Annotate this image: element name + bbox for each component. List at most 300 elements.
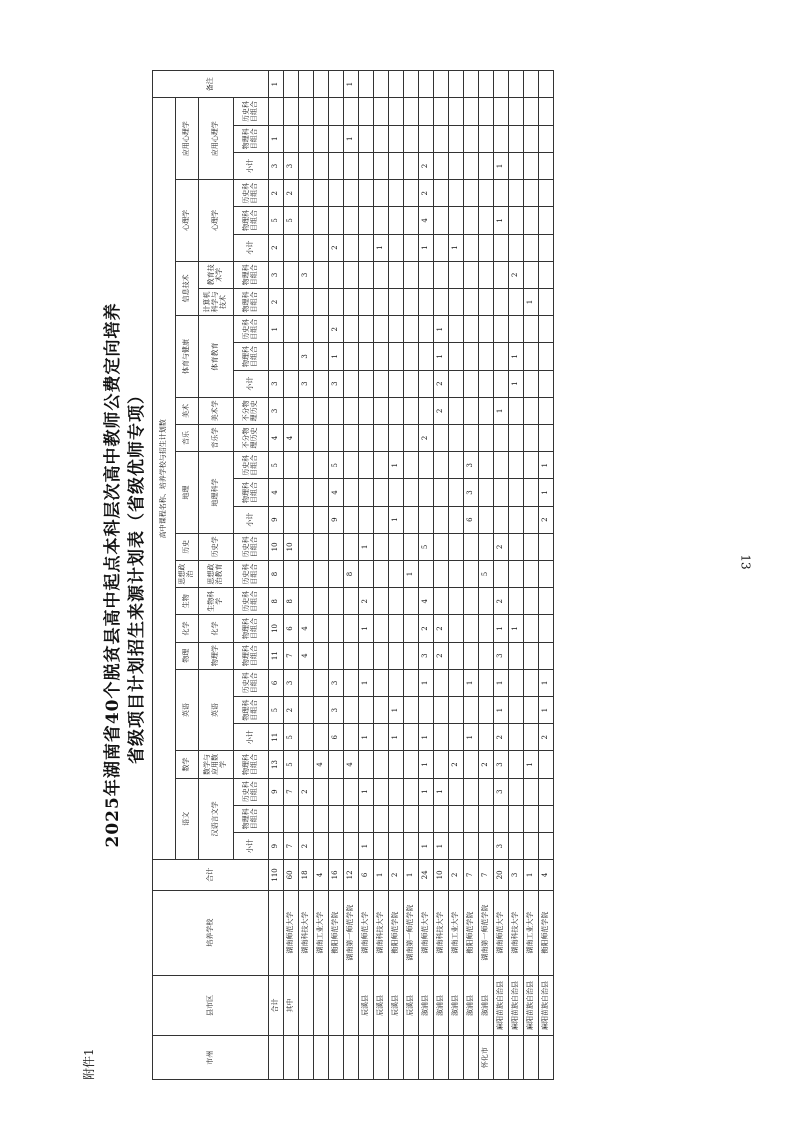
- cell-county: 辰溪县: [404, 975, 419, 1036]
- cell-value: [479, 370, 494, 397]
- cell-value: [329, 288, 344, 315]
- cell-value: [419, 125, 434, 152]
- cell-school: 湖南师范大学: [419, 890, 434, 975]
- table-row: [464, 71, 479, 1080]
- cell-value: [479, 533, 494, 560]
- cell-value: [329, 125, 344, 152]
- cell-value: [449, 370, 464, 397]
- major-politics: 思想政治教育: [199, 560, 234, 587]
- cell-value: [509, 316, 524, 343]
- cell-value: [419, 479, 434, 506]
- cell-value: [434, 261, 449, 288]
- table-row: [359, 71, 374, 1080]
- cell-value: [419, 452, 434, 479]
- cell-value: [314, 180, 329, 207]
- cell-value: 1: [464, 669, 479, 696]
- cell-value: [299, 724, 314, 751]
- cell-remark: [299, 71, 314, 98]
- cell-value: [449, 506, 464, 533]
- cell-value: [284, 316, 299, 343]
- cell-remark: [434, 71, 449, 98]
- cell-value: 10: [284, 533, 299, 560]
- sub-header-26: 物理科目组合: [234, 125, 269, 152]
- cell-value: [449, 560, 464, 587]
- cell-value: [389, 669, 404, 696]
- cell-value: [524, 180, 539, 207]
- cell-value: [299, 397, 314, 424]
- cell-school: 衡阳师范学院: [464, 890, 479, 975]
- cell-value: [314, 98, 329, 125]
- cell-value: [449, 479, 464, 506]
- cell-value: 5: [479, 560, 494, 587]
- cell-value: [449, 588, 464, 615]
- cell-value: 3: [269, 397, 284, 424]
- cell-county: 溆浦县: [419, 975, 434, 1036]
- cell-value: [524, 370, 539, 397]
- cell-value: [494, 506, 509, 533]
- cell-value: [419, 343, 434, 370]
- sub-header-9: 历史科目组合: [234, 588, 269, 615]
- cell-value: [524, 98, 539, 125]
- cell-value: 1: [344, 125, 359, 152]
- cell-value: [359, 696, 374, 723]
- cell-value: [344, 832, 359, 859]
- cell-value: [314, 778, 329, 805]
- cell-value: [464, 832, 479, 859]
- sub-header-22: 小计: [234, 234, 269, 261]
- cell-value: 6: [269, 669, 284, 696]
- cell-value: [434, 588, 449, 615]
- sub-header-18: 物理科目组合: [234, 343, 269, 370]
- cell-value: [524, 778, 539, 805]
- cell-value: [299, 316, 314, 343]
- cell-value: [464, 397, 479, 424]
- cell-value: [434, 751, 449, 778]
- cell-value: 4: [314, 751, 329, 778]
- cell-value: [479, 642, 494, 669]
- cell-value: [509, 560, 524, 587]
- cell-value: 3: [284, 152, 299, 179]
- cell-value: [479, 288, 494, 315]
- cell-value: [524, 615, 539, 642]
- cell-value: [314, 642, 329, 669]
- sub-header-15: 不分物理历史: [234, 424, 269, 451]
- cell-value: 7: [284, 642, 299, 669]
- cell-value: 1: [389, 696, 404, 723]
- cell-value: [329, 533, 344, 560]
- cell-value: 7: [284, 832, 299, 859]
- cell-value: [524, 479, 539, 506]
- cell-value: [449, 316, 464, 343]
- cell-value: [314, 370, 329, 397]
- cell-city: [344, 1036, 359, 1080]
- table-row: [449, 71, 464, 1080]
- cell-value: [449, 343, 464, 370]
- cell-value: [509, 288, 524, 315]
- cell-value: 1: [494, 152, 509, 179]
- cell-value: [374, 316, 389, 343]
- cell-value: [539, 778, 554, 805]
- cell-value: [494, 343, 509, 370]
- cell-value: [269, 343, 284, 370]
- cell-city: [524, 1036, 539, 1080]
- cell-value: [539, 397, 554, 424]
- major-psychology: 心理学: [199, 180, 234, 262]
- cell-value: [299, 751, 314, 778]
- cell-value: [524, 424, 539, 451]
- cell-value: [374, 261, 389, 288]
- cell-value: [479, 805, 494, 832]
- cell-school: 湖南第一师范学院: [344, 890, 359, 975]
- cell-value: [449, 261, 464, 288]
- cell-value: [284, 506, 299, 533]
- cell-value: [359, 152, 374, 179]
- cell-county: [329, 975, 344, 1036]
- table-row: [374, 71, 389, 1080]
- cell-value: [314, 615, 329, 642]
- cell-value: [434, 125, 449, 152]
- cell-value: 9: [329, 506, 344, 533]
- cell-value: [464, 751, 479, 778]
- cell-value: [404, 724, 419, 751]
- cell-value: [389, 288, 404, 315]
- cell-value: [524, 533, 539, 560]
- cell-value: 5: [269, 452, 284, 479]
- cell-value: [494, 560, 509, 587]
- cell-school: 湖南工业大学: [314, 890, 329, 975]
- cell-value: [404, 125, 419, 152]
- cell-value: [299, 479, 314, 506]
- cell-value: 2: [434, 370, 449, 397]
- cell-value: 1: [359, 533, 374, 560]
- cell-value: [539, 152, 554, 179]
- sub-header-10: 历史科目组合: [234, 560, 269, 587]
- cell-value: [404, 805, 419, 832]
- cell-city: [419, 1036, 434, 1080]
- cell-value: [449, 832, 464, 859]
- major-chemistry: 化学: [199, 615, 234, 642]
- cell-city: [449, 1036, 464, 1080]
- page-title-line1: 2025年湖南省40个脱贫县高中起点本科层次高中教师公费定向培养: [103, 302, 123, 848]
- cell-value: 2: [269, 234, 284, 261]
- cell-value: [404, 288, 419, 315]
- table-row: [389, 71, 404, 1080]
- cell-county: 其中: [284, 975, 299, 1036]
- cell-value: [314, 316, 329, 343]
- cell-value: [374, 778, 389, 805]
- cell-value: 1: [494, 615, 509, 642]
- cell-value: [329, 615, 344, 642]
- cell-value: [344, 724, 359, 751]
- cell-value: 1: [509, 615, 524, 642]
- cell-value: [269, 805, 284, 832]
- cell-value: [374, 533, 389, 560]
- cell-value: [374, 642, 389, 669]
- cell-value: 1: [494, 207, 509, 234]
- cell-value: [344, 588, 359, 615]
- table-row: [419, 71, 434, 1080]
- cell-value: [449, 696, 464, 723]
- table-row: [344, 71, 359, 1080]
- cell-value: [404, 397, 419, 424]
- cell-value: [494, 316, 509, 343]
- cell-value: [449, 805, 464, 832]
- cell-value: 2: [434, 397, 449, 424]
- cell-value: [434, 424, 449, 451]
- plan-table: [152, 70, 554, 1080]
- table-row: [269, 71, 284, 1080]
- cell-county: 合计: [269, 975, 284, 1036]
- cell-value: [359, 261, 374, 288]
- cell-value: [539, 424, 554, 451]
- cell-value: 4: [284, 424, 299, 451]
- cell-value: [464, 696, 479, 723]
- cell-value: [299, 207, 314, 234]
- sub-header-4: 小计: [234, 724, 269, 751]
- course-pe: 体育与健康: [176, 316, 199, 398]
- cell-value: [524, 724, 539, 751]
- cell-value: 4: [269, 479, 284, 506]
- cell-value: [524, 261, 539, 288]
- cell-value: 1: [359, 832, 374, 859]
- course-it: 信息技术: [176, 261, 199, 315]
- cell-value: [539, 642, 554, 669]
- table-row: [494, 71, 509, 1080]
- cell-county: 麻阳苗族自治县: [539, 975, 554, 1036]
- cell-value: 1: [359, 724, 374, 751]
- cell-value: 2: [269, 180, 284, 207]
- cell-value: [464, 370, 479, 397]
- cell-value: [539, 180, 554, 207]
- cell-value: [524, 316, 539, 343]
- cell-value: [389, 588, 404, 615]
- cell-value: 2: [299, 832, 314, 859]
- cell-value: 10: [269, 615, 284, 642]
- cell-value: [359, 207, 374, 234]
- major-physics: 物理学: [199, 642, 234, 669]
- major-chinese-lit: 汉语言文学: [199, 778, 234, 860]
- cell-value: [284, 452, 299, 479]
- table-row: [329, 71, 344, 1080]
- cell-value: [539, 751, 554, 778]
- cell-value: [509, 125, 524, 152]
- table-row: [299, 71, 314, 1080]
- cell-value: [344, 316, 359, 343]
- cell-value: [419, 261, 434, 288]
- cell-value: [419, 397, 434, 424]
- cell-value: 8: [269, 560, 284, 587]
- cell-value: 11: [269, 642, 284, 669]
- cell-value: [404, 207, 419, 234]
- cell-value: 1: [524, 751, 539, 778]
- cell-value: 1: [449, 234, 464, 261]
- table-row: [479, 71, 494, 1080]
- cell-value: 4: [344, 751, 359, 778]
- cell-value: [434, 560, 449, 587]
- cell-value: 4: [329, 479, 344, 506]
- cell-value: [374, 588, 389, 615]
- cell-value: [524, 152, 539, 179]
- cell-value: [389, 778, 404, 805]
- cell-remark: [449, 71, 464, 98]
- cell-value: 2: [419, 152, 434, 179]
- sub-header-12: 小计: [234, 506, 269, 533]
- cell-value: 1: [374, 234, 389, 261]
- cell-value: [344, 424, 359, 451]
- cell-school: 湖南师范大学: [284, 890, 299, 975]
- cell-value: [539, 560, 554, 587]
- cell-school: 湖南工业大学: [524, 890, 539, 975]
- cell-value: [494, 180, 509, 207]
- cell-school: 湖南第一师范学院: [479, 890, 494, 975]
- cell-city: [314, 1036, 329, 1080]
- cell-value: [359, 479, 374, 506]
- cell-value: [464, 533, 479, 560]
- cell-value: [464, 805, 479, 832]
- cell-value: 1: [539, 696, 554, 723]
- cell-city: [269, 1036, 284, 1080]
- cell-value: [479, 724, 494, 751]
- cell-value: [479, 98, 494, 125]
- major-edtech: 教育技术学: [199, 261, 234, 288]
- cell-value: 3: [269, 370, 284, 397]
- cell-value: 1: [434, 832, 449, 859]
- cell-value: [299, 452, 314, 479]
- cell-value: [434, 152, 449, 179]
- cell-value: [539, 288, 554, 315]
- cell-value: [404, 669, 419, 696]
- cell-value: [359, 506, 374, 533]
- cell-value: [314, 724, 329, 751]
- cell-value: [509, 152, 524, 179]
- cell-value: [374, 98, 389, 125]
- cell-value: [344, 288, 359, 315]
- cell-value: [299, 669, 314, 696]
- cell-value: 1: [494, 696, 509, 723]
- cell-value: 3: [494, 832, 509, 859]
- cell-value: [539, 234, 554, 261]
- course-english: 英语: [176, 669, 199, 751]
- cell-value: [359, 98, 374, 125]
- cell-value: [494, 234, 509, 261]
- cell-value: 1: [359, 778, 374, 805]
- cell-value: [434, 669, 449, 696]
- cell-value: [509, 751, 524, 778]
- cell-value: [509, 724, 524, 751]
- cell-value: [389, 343, 404, 370]
- cell-value: 4: [419, 588, 434, 615]
- cell-value: [449, 778, 464, 805]
- cell-value: [539, 261, 554, 288]
- cell-value: [389, 397, 404, 424]
- cell-value: [344, 234, 359, 261]
- cell-value: [314, 479, 329, 506]
- cell-value: 5: [284, 724, 299, 751]
- sub-header-11: 历史科目组合: [234, 533, 269, 560]
- cell-value: [509, 832, 524, 859]
- sub-header-24: 历史科目组合: [234, 180, 269, 207]
- cell-value: [329, 152, 344, 179]
- cell-remark: [524, 71, 539, 98]
- cell-total: 1: [404, 860, 419, 890]
- cell-total: 20: [494, 860, 509, 890]
- cell-value: [404, 696, 419, 723]
- cell-value: 1: [539, 452, 554, 479]
- cell-value: [509, 234, 524, 261]
- cell-value: 8: [284, 588, 299, 615]
- hdr-remark: 备注: [153, 71, 269, 98]
- cell-school: 湖南科技大学: [434, 890, 449, 975]
- cell-value: [374, 152, 389, 179]
- cell-value: [404, 588, 419, 615]
- cell-value: [509, 696, 524, 723]
- cell-school: 衡阳师范学院: [389, 890, 404, 975]
- cell-value: [344, 397, 359, 424]
- cell-value: [479, 316, 494, 343]
- table-row: [434, 71, 449, 1080]
- cell-value: 1: [434, 343, 449, 370]
- cell-value: [284, 288, 299, 315]
- cell-value: [344, 152, 359, 179]
- cell-value: 2: [509, 261, 524, 288]
- cell-value: 1: [494, 669, 509, 696]
- cell-value: [314, 588, 329, 615]
- cell-value: 1: [389, 452, 404, 479]
- cell-total: 4: [539, 860, 554, 890]
- cell-value: [344, 98, 359, 125]
- cell-value: [284, 98, 299, 125]
- sub-header-19: 历史科目组合: [234, 316, 269, 343]
- cell-county: 辰溪县: [359, 975, 374, 1036]
- major-music: 音乐学: [199, 424, 234, 451]
- cell-value: [509, 506, 524, 533]
- cell-city: [329, 1036, 344, 1080]
- cell-value: [419, 696, 434, 723]
- cell-value: [374, 370, 389, 397]
- cell-value: [359, 560, 374, 587]
- cell-value: 2: [494, 588, 509, 615]
- cell-value: [314, 696, 329, 723]
- cell-value: [509, 805, 524, 832]
- cell-school: 湖南科技大学: [374, 890, 389, 975]
- cell-value: [539, 615, 554, 642]
- course-politics: 思想政治: [176, 560, 199, 587]
- cell-value: [374, 669, 389, 696]
- cell-value: [479, 479, 494, 506]
- cell-value: [449, 125, 464, 152]
- major-english: 英语: [199, 669, 234, 751]
- cell-total: 6: [359, 860, 374, 890]
- cell-value: 3: [299, 343, 314, 370]
- major-art: 美术学: [199, 397, 234, 424]
- cell-value: [524, 343, 539, 370]
- cell-value: [449, 452, 464, 479]
- cell-value: [299, 588, 314, 615]
- sub-header-5: 物理科目组合: [234, 696, 269, 723]
- cell-school: 衡阳师范学院: [539, 890, 554, 975]
- cell-value: [314, 152, 329, 179]
- hdr-county: 县市区: [153, 975, 269, 1036]
- cell-value: [389, 370, 404, 397]
- cell-value: [419, 288, 434, 315]
- cell-value: 1: [419, 778, 434, 805]
- cell-value: [449, 642, 464, 669]
- cell-value: [344, 669, 359, 696]
- cell-remark: [284, 71, 299, 98]
- cell-remark: 1: [344, 71, 359, 98]
- cell-value: [464, 316, 479, 343]
- cell-value: 1: [269, 125, 284, 152]
